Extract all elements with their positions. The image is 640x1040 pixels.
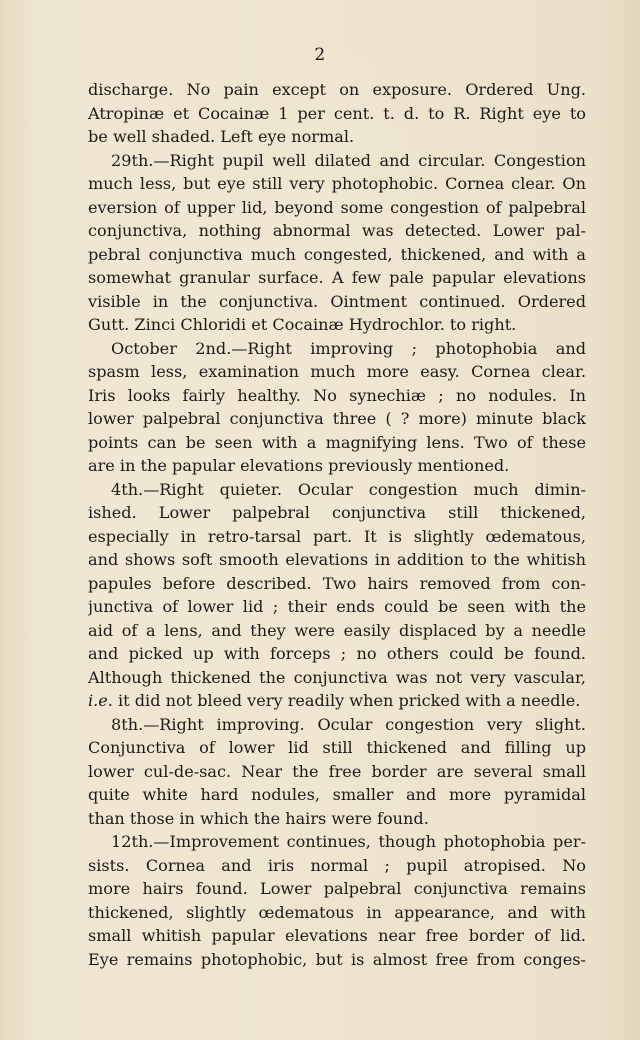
text-line: and picked up with forceps ; no others could be found. [88,644,586,663]
text-line [88,689,586,713]
text-line: lower palpebral conjunctiva three ( ? more) minute black [88,409,586,428]
text-line: points can be seen with a magnifying lens. Two of these [88,432,586,452]
text-line: 4th.—Right quieter. Ocular congestion much dimin- [111,479,586,499]
text-line: Atropinæ et Cocainæ 1 per cent. t. d. to R. Right eye to [88,103,586,123]
text-line: Conjunctiva of lower lid still thickened and filling up [88,738,586,757]
text-line: 29th.—Right pupil well dilated and circular. Congestion [111,150,586,170]
text-line: and shows soft smooth elevations in addition to the whitish [88,550,586,569]
text-line: ished. Lower palpebral conjunctiva still thickened, [88,503,586,522]
text-line: papules before described. Two hairs removed from con- [88,573,586,593]
text-line: visible in the conjunctiva. Ointment continued. Ordered [88,291,586,311]
text-line: especially in retro-tarsal part. It is slightly œdematous, [88,526,586,546]
text-line: thickened, slightly œdematous in appearance, and with [88,902,586,922]
text-line: sists. Cornea and iris normal ; pupil atropised. No [88,855,586,875]
italic-abbreviation: i.e. [88,691,113,710]
text-line: Eye remains photophobic, but is almost free from conges- [88,949,586,969]
text-line: Iris looks fairly healthy. No synechiæ ; no nodules. In [88,385,586,405]
text-line: quite white hard nodules, smaller and more pyramidal [88,785,586,804]
text-line: much less, but eye still very photophobic. Cornea clear. On [88,174,586,193]
text-line: small whitish papular elevations near free border of lid. [88,926,586,945]
page-number: 2 [314,45,326,65]
text-line: lower cul-de-sac. Near the free border are several small [88,761,586,781]
text-line: Gutt. Zinci Chloridi et Cocainæ Hydrochlor. to right. [88,315,517,334]
body-text [88,78,586,971]
text-line: 12th.—Improvement continues, though photophobia per- [111,832,586,851]
text-line: aid of a lens, and they were easily displaced by a needle [88,620,586,640]
text-line: somewhat granular surface. A few pale papular elevations [88,268,586,287]
text-line: discharge. No pain except on exposure. Ordered Ung. [88,80,586,99]
text-line: spasm less, examination much more easy. Cornea clear. [88,362,586,381]
text-line: more hairs found. Lower palpebral conjunctiva remains [88,879,586,898]
text-line: conjunctiva, nothing abnormal was detected. Lower pal- [88,221,586,240]
text-line: October 2nd.—Right improving ; photophobia and [111,338,586,358]
text-line: are in the papular elevations previously mentioned. [88,456,510,475]
text-line: pebral conjunctiva much congested, thickened, and with a [88,244,586,264]
text-line: 8th.—Right improving. Ocular congestion very slight. [111,714,586,734]
text-line-rest: it did not bleed very readily when pricked with a needle. [112,691,581,710]
text-line: than those in which the hairs were found. [88,808,429,828]
text-line: junctiva of lower lid ; their ends could be seen with the [88,597,586,616]
text-line: be well shaded. Left eye normal. [88,127,355,146]
text-line: Although thickened the conjunctiva was not very vascular, [88,667,586,687]
text-line: eversion of upper lid, beyond some congestion of palpebral [88,197,586,217]
